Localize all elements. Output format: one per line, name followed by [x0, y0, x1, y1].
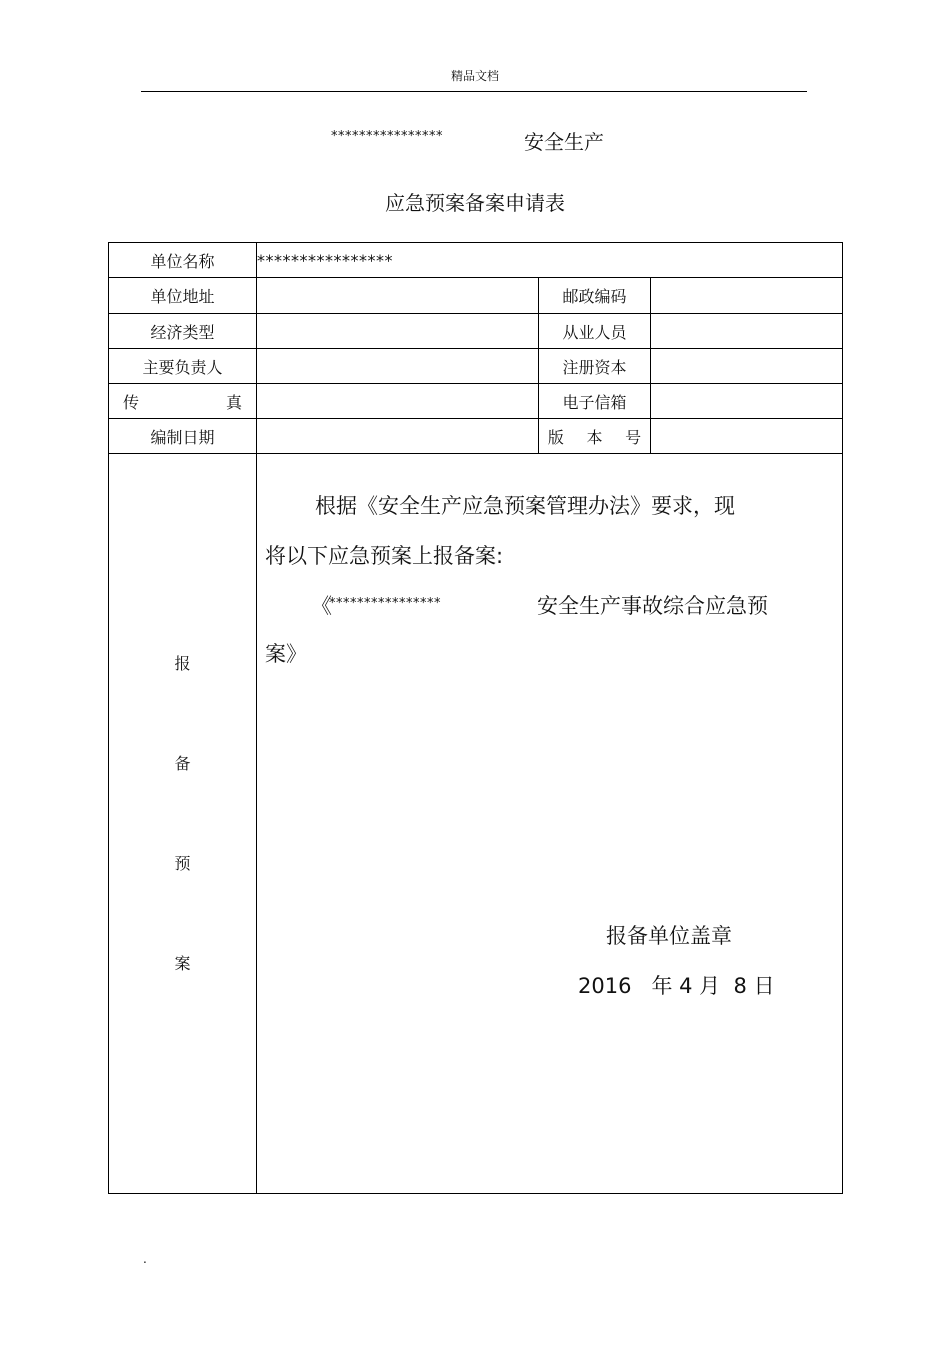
report-paragraph-line1: 根据《安全生产应急预案管理办法》要求，现	[315, 494, 735, 518]
report-label-char-3: 预	[174, 854, 191, 873]
registered-capital-label: 注册资本	[539, 349, 651, 384]
postcode-value[interactable]	[651, 278, 843, 314]
report-label-char-4: 案	[174, 954, 191, 973]
employees-label: 从业人员	[539, 314, 651, 349]
title-redacted-name: ****************	[331, 129, 443, 144]
version-value[interactable]	[651, 419, 843, 454]
compile-date-value[interactable]	[257, 419, 539, 454]
document-title-line1	[0, 126, 950, 156]
report-content-cell	[257, 454, 843, 1194]
plan-open-quote: 《	[311, 594, 332, 618]
unit-address-value[interactable]	[257, 278, 539, 314]
economy-type-label: 经济类型	[109, 314, 257, 349]
unit-name-value[interactable]: ****************	[257, 243, 843, 278]
version-label: 版 本 号	[539, 419, 651, 454]
application-form-table	[108, 242, 843, 1194]
registered-capital-value[interactable]	[651, 349, 843, 384]
email-value[interactable]	[651, 384, 843, 419]
document-title-line2: 应急预案备案申请表	[385, 191, 565, 215]
report-label-char-1: 报	[174, 654, 191, 673]
email-label: 电子信箱	[539, 384, 651, 419]
report-label-char-2: 备	[174, 754, 191, 773]
report-date: 2016 年 4 月 8 日	[578, 974, 775, 998]
principal-label: 主要负责人	[109, 349, 257, 384]
postcode-label: 邮政编码	[539, 278, 651, 314]
plan-title: 安全生产事故综合应急预	[537, 594, 768, 618]
employees-value[interactable]	[651, 314, 843, 349]
report-section-label	[109, 454, 257, 1194]
compile-date-label: 编制日期	[109, 419, 257, 454]
fax-label: 传 真	[109, 384, 257, 419]
principal-value[interactable]	[257, 349, 539, 384]
plan-redacted-name: ****************	[329, 596, 441, 611]
report-paragraph-line2: 将以下应急预案上报备案:	[265, 544, 504, 568]
footer-mark: .	[143, 1252, 147, 1266]
seal-text: 报备单位盖章	[606, 924, 732, 948]
unit-name-label: 单位名称	[109, 243, 257, 278]
fax-value[interactable]	[257, 384, 539, 419]
page-header-text: 精品文档	[450, 69, 499, 83]
economy-type-value[interactable]	[257, 314, 539, 349]
title-safety-production: 安全生产	[524, 130, 604, 154]
unit-address-label: 单位地址	[109, 278, 257, 314]
plan-title-end: 案》	[265, 642, 307, 666]
header-rule	[141, 91, 807, 92]
